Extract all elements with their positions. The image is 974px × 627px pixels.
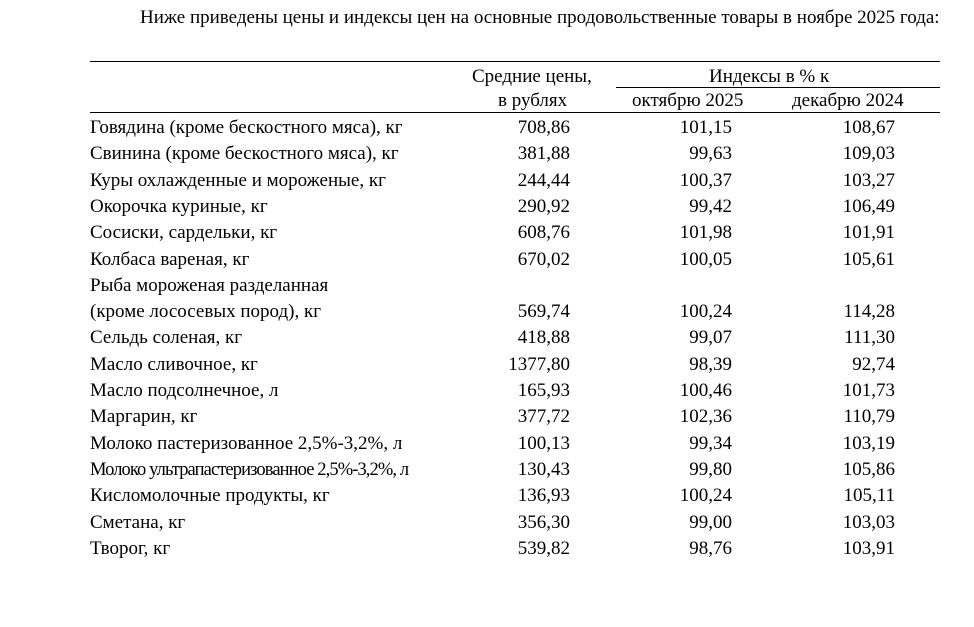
row-index-october: 99,07 (689, 327, 732, 349)
header-col-october: октябрю 2025 (632, 90, 744, 111)
table-row (0, 247, 974, 273)
table-row (0, 483, 974, 509)
intro-paragraph: Ниже приведены цены и индексы цен на основные продовольственные товары в ноябре 2025 года: (140, 7, 940, 28)
table-top-rule (90, 61, 940, 62)
table-row (0, 431, 974, 457)
row-index-october: 98,39 (689, 353, 732, 375)
row-avg-price: 165,93 (517, 380, 570, 401)
row-index-december: 108,67 (842, 117, 895, 138)
row-avg-price: 1377,80 (508, 353, 570, 375)
row-product-name: Окорочка куриные, кг (90, 195, 268, 217)
row-index-december: 92,74 (852, 353, 895, 375)
row-avg-price: 100,13 (517, 432, 570, 454)
row-index-december: 101,73 (842, 380, 895, 401)
header-indexes-rule (616, 87, 940, 88)
row-avg-price: 418,88 (517, 327, 570, 349)
row-product-name: Сосиски, сардельки, кг (90, 222, 278, 244)
row-avg-price: 290,92 (517, 195, 570, 217)
header-avg-price-line1: Средние цены, (472, 66, 592, 87)
row-index-december: 103,91 (842, 537, 895, 559)
table-row (0, 457, 974, 483)
row-product-name: Рыба мороженая разделанная (90, 274, 329, 296)
table-row (0, 536, 974, 562)
table-row (0, 325, 974, 351)
row-product-name: Молоко ультрапастеризованное 2,5%-3,2%, л (90, 459, 409, 480)
row-avg-price: 130,43 (517, 458, 570, 480)
row-index-october: 100,24 (679, 485, 732, 507)
row-index-december: 109,03 (842, 143, 895, 165)
header-col-december: декабрю 2024 (792, 90, 904, 111)
row-index-december: 103,03 (842, 511, 895, 533)
table-header-rule (90, 112, 940, 113)
row-index-december: 105,86 (842, 458, 895, 480)
row-index-october: 100,46 (679, 380, 732, 401)
row-index-december: 103,19 (842, 432, 895, 454)
row-product-name-line2: (кроме лососевых пород), кг (90, 301, 321, 323)
row-index-october: 98,76 (689, 537, 732, 559)
row-product-name: Колбаса вареная, кг (90, 248, 250, 270)
row-index-october: 100,37 (679, 169, 732, 191)
table-row (0, 510, 974, 536)
table-row (0, 404, 974, 430)
row-avg-price: 244,44 (517, 169, 570, 191)
row-index-october: 99,42 (689, 195, 732, 217)
row-avg-price: 377,72 (517, 406, 570, 428)
row-avg-price: 356,30 (517, 511, 570, 533)
row-avg-price: 381,88 (517, 143, 570, 165)
row-index-december: 110,79 (843, 406, 895, 428)
row-index-december: 101,91 (842, 222, 895, 244)
row-product-name: Говядина (кроме бескостного мяса), кг (90, 117, 403, 138)
table-row (0, 220, 974, 246)
row-product-name: Молоко пастеризованное 2,5%-3,2%, л (90, 432, 403, 454)
row-product-name: Сметана, кг (90, 511, 186, 533)
row-index-october: 100,24 (679, 301, 732, 323)
row-avg-price: 608,76 (517, 222, 570, 244)
row-avg-price: 136,93 (517, 485, 570, 507)
row-index-december: 114,28 (843, 301, 895, 323)
table-row (0, 378, 974, 404)
row-avg-price: 539,82 (517, 537, 570, 559)
row-index-december: 105,61 (842, 248, 895, 270)
row-product-name: Куры охлажденные и мороженые, кг (90, 169, 386, 191)
row-avg-price: 708,86 (517, 117, 570, 138)
row-index-october: 99,80 (689, 458, 732, 480)
row-product-name: Маргарин, кг (90, 406, 198, 428)
table-row (0, 194, 974, 220)
row-product-name: Творог, кг (90, 537, 171, 559)
table-row (0, 168, 974, 194)
row-product-name: Свинина (кроме бескостного мяса), кг (90, 143, 399, 165)
row-index-october: 99,63 (689, 143, 732, 165)
row-index-october: 102,36 (679, 406, 732, 428)
header-indexes-title: Индексы в % к (709, 66, 830, 87)
table-row (0, 115, 974, 141)
header-avg-price-line2: в рублях (498, 90, 568, 111)
table-row (0, 273, 974, 325)
row-product-name: Сельдь соленая, кг (90, 327, 243, 349)
row-index-october: 100,05 (679, 248, 732, 270)
table-row (0, 141, 974, 167)
row-index-october: 99,00 (689, 511, 732, 533)
row-index-october: 101,98 (679, 222, 732, 244)
row-avg-price: 569,74 (517, 301, 570, 323)
table-row (0, 352, 974, 378)
row-avg-price: 670,02 (517, 248, 570, 270)
row-index-december: 111,30 (844, 327, 895, 349)
row-index-october: 99,34 (689, 432, 732, 454)
row-index-october: 101,15 (679, 117, 732, 138)
row-index-december: 106,49 (842, 195, 895, 217)
row-index-december: 105,11 (843, 485, 895, 507)
row-product-name: Кисломолочные продукты, кг (90, 485, 330, 507)
row-product-name: Масло сливочное, кг (90, 353, 258, 375)
row-index-december: 103,27 (842, 169, 895, 191)
row-product-name: Масло подсолнечное, л (90, 380, 279, 401)
